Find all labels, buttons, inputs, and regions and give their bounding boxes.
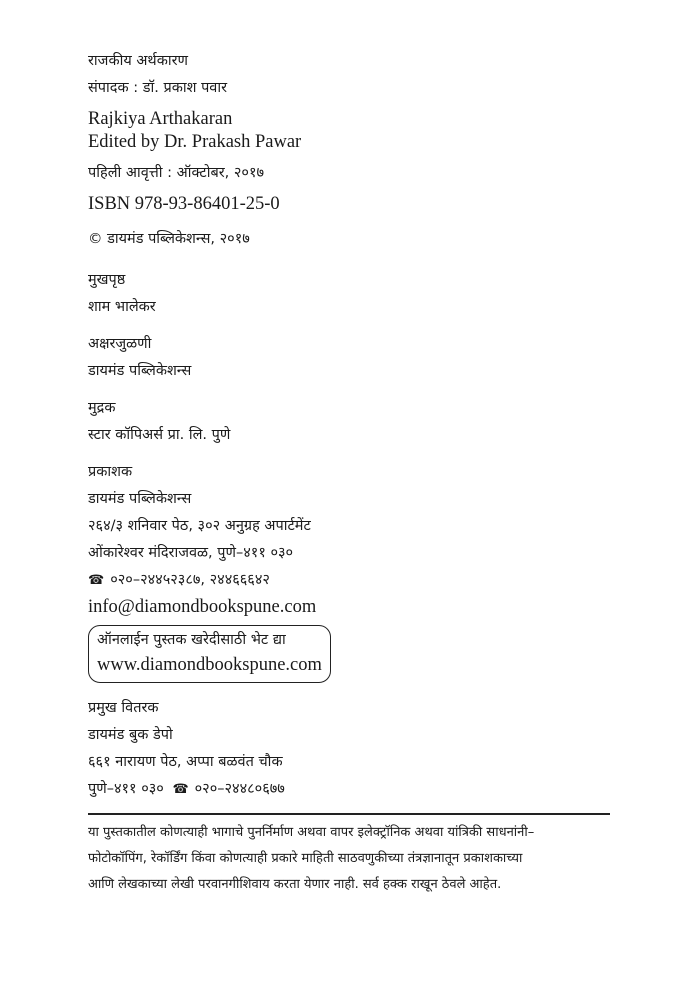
isbn: ISBN 978-93-86401-25-0 (88, 194, 280, 214)
online-purchase-label: ऑनलाईन पुस्तक खरेदीसाठी भेट द्या (97, 632, 286, 648)
book-title-marathi: राजकीय अर्थकारण (88, 53, 189, 69)
publisher-phone-line (88, 567, 610, 594)
distributor-city-pin: पुणे–४११ ०३० (88, 781, 164, 797)
divider-rule (88, 813, 610, 815)
telephone-icon: ☎ (88, 573, 105, 588)
online-purchase-url[interactable]: www.diamondbookspune.com (97, 655, 322, 675)
distributor-city-phone-line (88, 776, 610, 803)
publisher-address-line1: २६४/३ शनिवार पेठ, ३०२ अनुग्रह अपार्टमेंट (88, 518, 311, 534)
publisher-heading: प्रकाशक (88, 464, 133, 480)
online-purchase-box (88, 625, 331, 683)
cover-artist: शाम भालेकर (88, 299, 156, 315)
publisher-name: डायमंड पब्लिकेशन्स (88, 491, 192, 507)
rights-notice-line3: आणि लेखकाच्या लेखी परवानगीशिवाय करता येणार नाही. सर्व हक्क राखून ठेवले आहेत. (88, 877, 502, 892)
typesetting-name: डायमंड पब्लिकेशन्स (88, 363, 192, 379)
distributor-name: डायमंड बुक डेपो (88, 727, 173, 743)
distributor-address-line1: ६६१ नारायण पेठ, अप्पा बळवंत चौक (88, 754, 283, 770)
book-editor-english: Edited by Dr. Prakash Pawar (88, 132, 302, 152)
distributor-phone: ०२०–२४४८०६७७ (194, 781, 285, 797)
cover-heading: मुखपृष्ठ (88, 272, 126, 288)
book-title-english: Rajkiya Arthakaran (88, 109, 233, 129)
publisher-phone: ०२०–२४४५२३८७, २४४६६६४२ (110, 572, 270, 588)
telephone-icon: ☎ (172, 782, 189, 797)
publisher-email[interactable]: info@diamondbookspune.com (88, 597, 317, 617)
rights-notice (88, 820, 612, 898)
printer-heading: मुद्रक (88, 400, 116, 416)
rights-notice-line2: फोटोकॉपिंग, रेकॉर्डिंग किंवा कोणत्याही प्रकारे माहिती साठवणुकीच्या तंत्रज्ञानातून प्रकाशकाच्या (88, 851, 523, 866)
book-editor-marathi: संपादक : डॉ. प्रकाश पवार (88, 80, 228, 96)
rights-notice-line1: या पुस्तकातील कोणत्याही भागाचे पुनर्निर्माण अथवा वापर इलेक्ट्रॉनिक अथवा यांत्रिकी साधनांनी– (88, 825, 535, 840)
edition-info: पहिली आवृत्ती : ऑक्टोबर, २०१७ (88, 165, 265, 181)
printer-name: स्टार कॉपिअर्स प्रा. लि. पुणे (88, 427, 231, 443)
distributor-heading: प्रमुख वितरक (88, 700, 159, 716)
copyright: © डायमंड पब्लिकेशन्स, २०१७ (88, 231, 250, 247)
publisher-address-line2: ओंकारेश्वर मंदिराजवळ, पुणे–४११ ०३० (88, 545, 294, 561)
imprint-page (88, 48, 610, 803)
typesetting-heading: अक्षरजुळणी (88, 336, 152, 352)
